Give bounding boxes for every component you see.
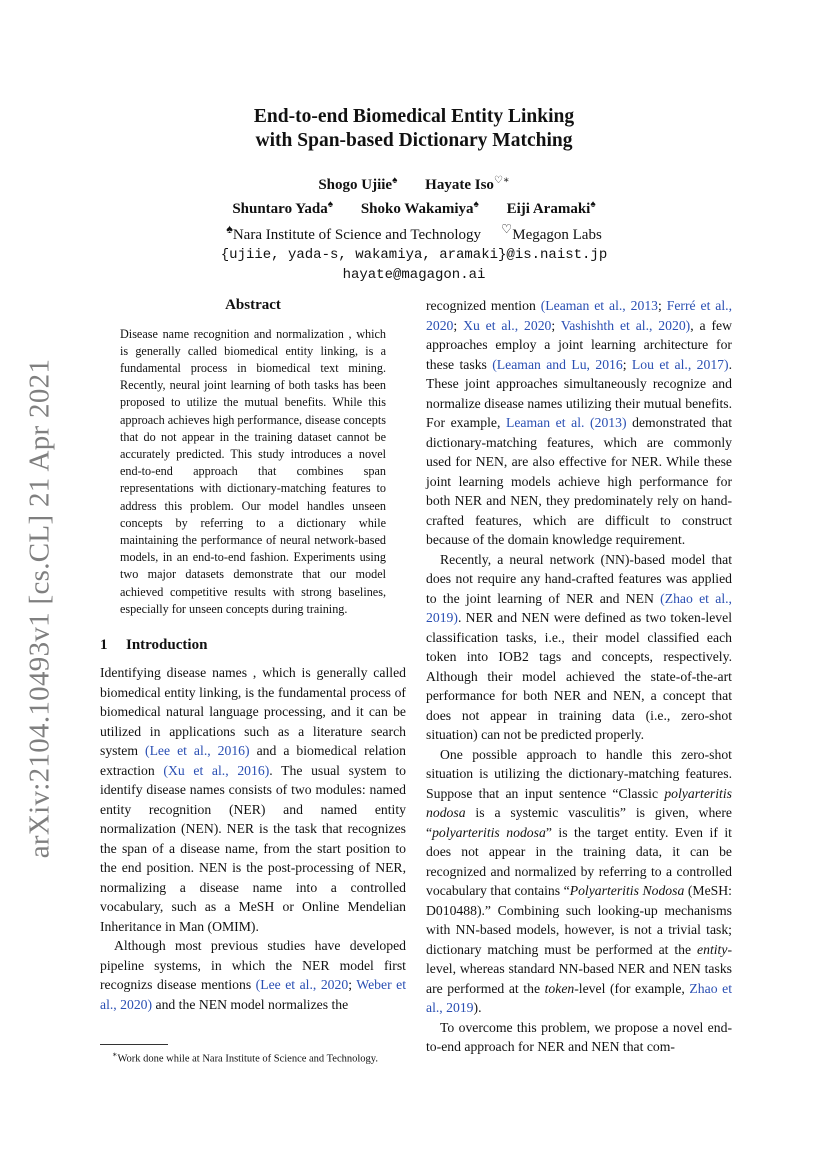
citation-link[interactable]: Ferré et al., 2020: [426, 298, 732, 333]
text-run: ;: [658, 298, 667, 313]
abstract-heading: Abstract: [225, 297, 281, 313]
text-run: ;: [453, 317, 464, 333]
right-paragraph-3: [426, 745, 732, 1018]
citation-link[interactable]: (Leaman and Lu, 2016: [492, 356, 623, 372]
text-run: . NER and NEN were defined as two token-level classification tasks, i.e., their model classified each token into IOB2 tags and concepts, respectively. Although their model achieved the state-of-the-art performance for both NER and NEN, a concept that does not appear in training data (i.e., zero-shot situation) can not be predicted properly.: [426, 610, 732, 742]
author: Hayate Iso♡∗: [425, 175, 510, 193]
citation-link[interactable]: Zhao et al., 2019: [426, 980, 732, 1015]
arxiv-sidebar: [20, 358, 60, 858]
text-run: . The usual system to identify disease names consists of two modules: named entity recognition (NER) and named entity normalization (NEN). NER is the task that recognizes the span of a disease name, from the start position to the end position. NEN is the post-processing of NER, normalizing a disease name into a controlled vocabulary, such as a MeSH or Online Mendelian Inheritance in Man (OMIM).: [100, 762, 406, 934]
affiliation-naist: Nara Institute of Science and Technology: [232, 227, 482, 243]
footnote-rule: [100, 1044, 168, 1045]
email-naist: {ujiie, yada-s, wakamiya, aramaki}@is.naist.jp: [220, 247, 608, 263]
text-run: ;: [348, 977, 357, 993]
citation-link[interactable]: (Leaman et al., 2013: [540, 298, 659, 313]
author: Shogo Ujiie♠: [318, 175, 398, 193]
text-run: demonstrated that dictionary-matching features, which are commonly used for NEN, are also effective for NER. While these joint learning models achieve high performance for both NER and NEN, they predominately rely on hand-crafted features, which are difficult to construct because of the domain knowledge requirement.: [426, 415, 733, 547]
text-run: and the NEN model normalizes the: [152, 996, 349, 1012]
right-paragraph-2: [426, 550, 732, 745]
text-run: Identifying disease names , which is generally called biomedical entity linking, is the fundamental process of biomedical natural language processing, and it can be utilized in applications such as a literature search system: [100, 665, 406, 759]
paper-header: [0, 105, 828, 285]
text-run: ” is the target entity. Even if it does not appear in the training data, it can be recognized and normalized by referring to a controlled vocabulary that contains “: [426, 824, 732, 898]
author: Shoko Wakamiya♠: [360, 199, 479, 217]
title-line-2: with Span-based Dictionary Matching: [255, 130, 573, 151]
citation-link[interactable]: Lou et al., 2017): [631, 356, 729, 372]
text-run: ).: [473, 1000, 482, 1015]
right-paragraph-1: [426, 296, 732, 550]
citation-link[interactable]: Weber et al., 2020): [100, 977, 407, 1012]
citation-link[interactable]: Xu et al., 2020: [463, 317, 552, 333]
arxiv-id: arXiv:2104.10493v1 [cs.CL] 21 Apr 2021: [23, 358, 56, 858]
intro-paragraph-1: [100, 663, 406, 936]
text-run: ;: [551, 317, 561, 333]
text-run: entity: [697, 941, 728, 957]
authors-row-1: [0, 171, 828, 195]
text-run: One possible approach to handle this zero-shot situation is utilizing the dictionary-matching features. Suppose that an input sentence “Classic: [426, 746, 732, 801]
text-run: Recently, a neural network (NN)-based model that does not require any hand-crafted features was applied to the joint learning of NER and NEN: [426, 551, 732, 606]
citation-link[interactable]: (Zhao et al., 2019): [426, 590, 732, 625]
abstract-text: Disease name recognition and normalization , which is generally called biomedical entity linking, is a fundamental process in biomedical text mining. Recently, neural joint learning of both tasks has been proposed to utilize the mutual benefits. While this approach achieves high performance, disease concepts that do not appear in the training dataset cannot be accurately predicted. This study introduces a novel end-to-end approach that combines span representations with dictionary-matching features to address this problem. Our model handles unseen concepts by referring to a dictionary while maintaining the performance of neural network-based models, in an end-to-end fashion. Experiments using two major datasets demonstrate that our model achieved competitive results with strong baselines, especially for unseen concepts during training.: [120, 326, 386, 616]
author: Eiji Aramaki♠: [506, 199, 596, 217]
text-run: ;: [622, 356, 632, 372]
citation-link[interactable]: Vashishth et al., 2020): [560, 317, 691, 333]
footnote: ∗Work done while at Nara Institute of Science and Technology.: [112, 1050, 378, 1065]
citation-link[interactable]: Leaman et al. (2013): [506, 415, 627, 430]
right-paragraph-4: [426, 1018, 732, 1057]
text-run: polyarteritis nodosa: [432, 824, 546, 840]
left-column: [100, 296, 406, 1014]
text-run: recognized mention: [426, 298, 541, 313]
author: Shuntaro Yada♠: [232, 199, 334, 217]
text-run: , a few approaches employ a joint learning architecture for these tasks: [426, 317, 732, 372]
text-run: is a systemic vasculitis” is given, where “: [426, 805, 732, 840]
authors-row-2: [0, 195, 828, 219]
text-run: -level (for example,: [574, 980, 690, 996]
text-run: To overcome this problem, we propose a novel end-to-end approach for NER and NEN that com-: [426, 1019, 732, 1054]
text-run: token: [544, 980, 575, 996]
email-megagon: hayate@magagon.ai: [342, 267, 486, 283]
affiliations: ♠Nara Institute of Science and Technology ♡Megagon Labs: [226, 222, 602, 243]
paper-title: [0, 105, 828, 153]
text-run: and a biomedical relation extraction: [100, 743, 406, 778]
text-run: . These joint approaches simultaneously recognize and normalize disease names utilizing their mutual benefits. For example,: [426, 356, 732, 430]
text-run: Polyarteritis Nodosa: [569, 883, 685, 898]
author-list: [0, 171, 828, 219]
intro-paragraph-2: [100, 936, 406, 1014]
section-heading-introduction: 1 Introduction: [100, 636, 208, 653]
citation-link[interactable]: (Lee et al., 2020: [255, 977, 349, 993]
text-run: Although most previous studies have developed pipeline systems, in which the NER model first recognizs disease mentions: [100, 938, 406, 993]
text-run: (MeSH: D010488).” Combining such looking-up mechanisms with NN-based models, however, is not a trivial task; dictionary matching must be performed at the: [426, 883, 732, 957]
right-column: [426, 296, 732, 1057]
text-run: -level, whereas standard NN-based NER and NEN tasks are performed at the: [426, 941, 732, 996]
citation-link[interactable]: (Lee et al., 2016): [145, 743, 250, 759]
title-line-1: End-to-end Biomedical Entity Linking: [253, 106, 575, 127]
text-run: polyarteritis nodosa: [426, 785, 732, 820]
affiliation-megagon: Megagon Labs: [512, 227, 602, 243]
citation-link[interactable]: (Xu et al., 2016): [163, 762, 270, 778]
